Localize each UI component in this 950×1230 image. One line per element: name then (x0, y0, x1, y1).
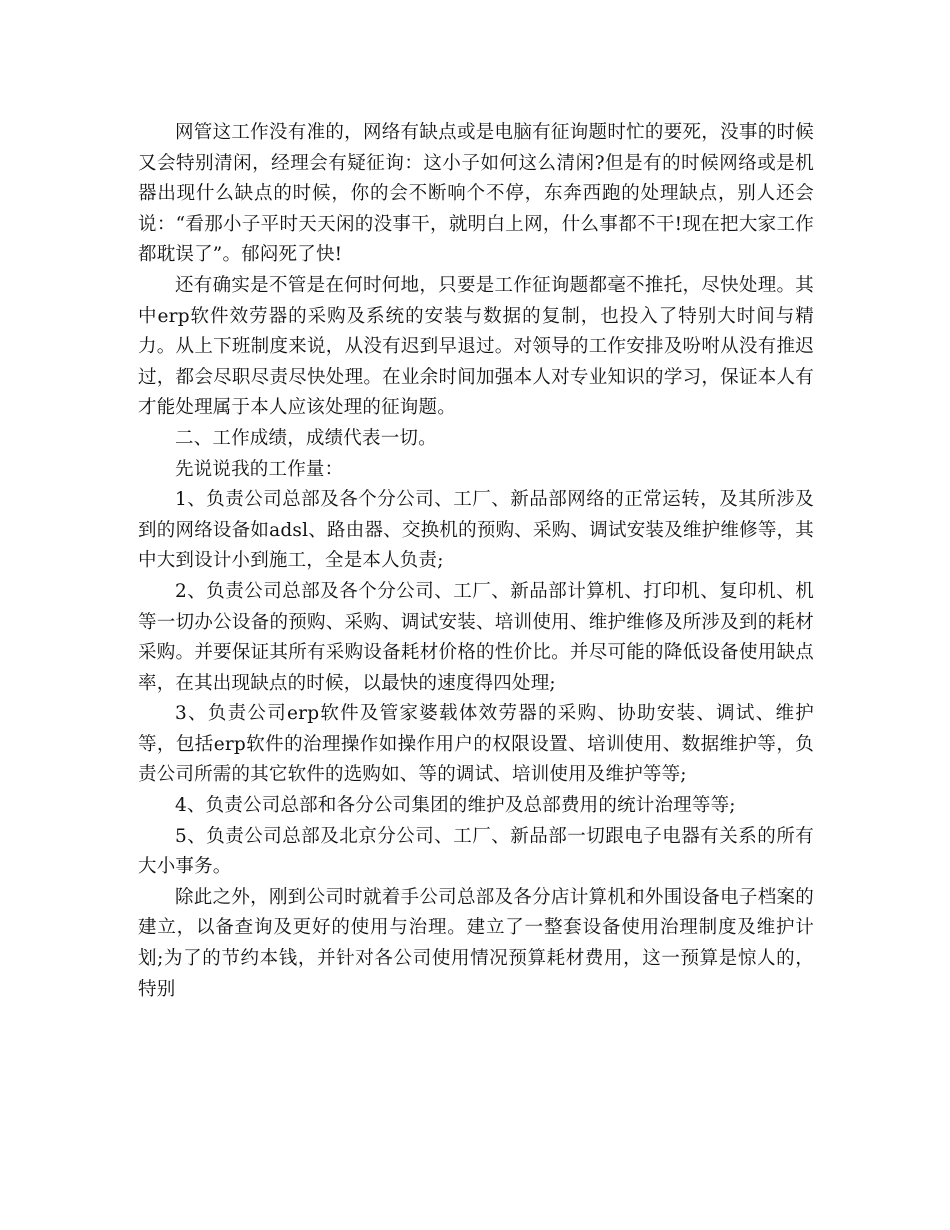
list-item-3: 3、负责公司erp软件及管家婆载体效劳器的采购、协助安装、调试、维护等，包括erp软件的治理操作如操作用户的权限设置、培训使用、数据维护等，负责公司所需的其它软件的选购如、等的调试、培训使用及维护等等; (138, 703, 814, 786)
document-page (138, 118, 814, 1005)
list-item-2: 2、负责公司总部及各个分公司、工厂、新品部计算机、打印机、复印机、机等一切办公设备的预购、采购、调试安装、培训使用、维护维修及所涉及到的耗材采购。并要保证其所有采购设备耗材价格的性价比。并尽可能的降低设备使用缺点率，在其出现缺点的时候，以最快的速度得四处理; (138, 580, 814, 694)
paragraph-workload-intro: 先说说我的工作量： (175, 458, 344, 480)
paragraph-additional-work: 除此之外，刚到公司时就着手公司总部及各分店计算机和外围设备电子档案的建立，以备查询及更好的使用与治理。建立了一整套设备使用治理制度及维护计划;为了的节约本钱，并针对各公司使用情况预算耗材费用，这一预算是惊人的，特别 (138, 886, 814, 1000)
paragraph-2: 还有确实是不管是在何时何地，只要是工作征询题都毫不推托，尽快处理。其中erp软件效劳器的采购及系统的安装与数据的复制，也投入了特别大时间与精力。从上下班制度来说，从没有迟到早退过。对领导的工作安排及吩咐从没有推迟过，都会尽职尽责尽快处理。在业余时间加强本人对专业知识的学习，保证本人有才能处理属于本人应该处理的征询题。 (138, 274, 814, 419)
paragraph-1: 网管这工作没有准的，网络有缺点或是电脑有征询题时忙的要死，没事的时候又会特别清闲，经理会有疑征询：这小子如何这么清闲?但是有的时候网络或是机器出现什么缺点的时候，你的会不断响个不停，东奔西跑的处理缺点，别人还会说：“看那小子平时天天闲的没事干，就明白上网，什么事都不干!现在把大家工作都耽误了”。郁闷死了快! (138, 122, 814, 266)
list-item-4: 4、负责公司总部和各分公司集团的维护及总部费用的统计治理等等; (175, 795, 736, 817)
section-heading-work-results: 二、工作成绩，成绩代表一切。 (175, 427, 437, 449)
list-item-5: 5、负责公司总部及北京分公司、工厂、新品部一切跟电子电器有关系的所有大小事务。 (138, 825, 814, 878)
list-item-1: 1、负责公司总部及各个分公司、工厂、新品部网络的正常运转，及其所涉及到的网络设备如adsl、路由器、交换机的预购、采购、调试安装及维护维修等，其中大到设计小到施工，全是本人负责; (138, 489, 814, 572)
